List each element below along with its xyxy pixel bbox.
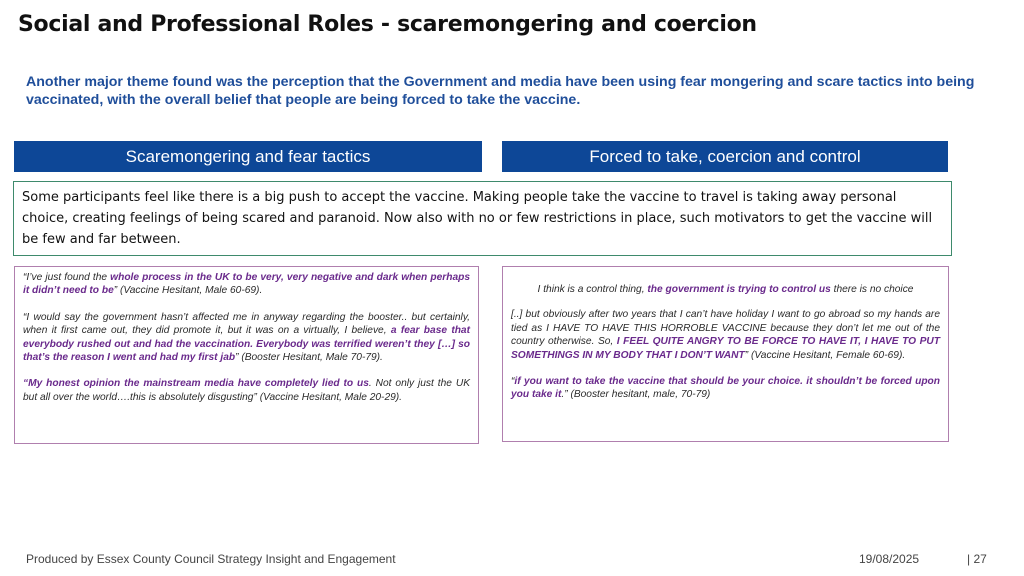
- footer-producer: Produced by Essex County Council Strategy Insight and Engagement: [26, 552, 396, 566]
- intro-text: Another major theme found was the perception that the Government and media have been using fear mongering and scare tactics into being vaccinated, with the overall belief that people are being forced to take the vaccine.: [26, 74, 975, 108]
- header-scaremongering: Scaremongering and fear tactics: [14, 141, 482, 172]
- quote-left-1: “I’ve just found the whole process in the UK to be very, very negative and dark when perhaps it didn’t need to be” (Vaccine Hesitant, Male 60-69).: [23, 272, 471, 297]
- quote-right-1: I think is a control thing, the government is trying to control us there is no choice: [537, 284, 914, 295]
- quote-left-3: “My honest opinion the mainstream media have completely lied to us. Not only just the UK but all over the world….this is absolutely disgusting” (Vaccine Hesitant, Male 20-29).: [23, 378, 470, 403]
- summary-box: Some participants feel like there is a big push to accept the vaccine. Making people take the vaccine to travel is taking away personal choice, creating feelings of being scared and paranoid. Now also with no or few restrictions in place, such motivators to get the vaccine will be few and far between.: [13, 181, 952, 256]
- header-coercion: Forced to take, coercion and control: [502, 141, 948, 172]
- quote-left-2: “I would say the government hasn’t affected me in anyway regarding the booster.. but certainly, when it first came out, they did promote it, but it was on a virtually, I believe, a fear base that everybody rushed out and had the vaccination. Everybody was terrified weren’t they […] so that’s the reason I went and had my first jab” (Booster Hesitant, Male 70-79).: [23, 311, 470, 364]
- quotes-right-box: [502, 266, 949, 442]
- quotes-left-box: [14, 266, 479, 444]
- quote-right-3: “if you want to take the vaccine that should be your choice. it shouldn’t be forced upon you take it.” (Booster hesitant, male, 70-79): [511, 376, 940, 401]
- page-title: Social and Professional Roles - scaremongering and coercion: [18, 12, 757, 37]
- footer-date: 19/08/2025: [859, 552, 920, 566]
- page-number: | 27: [967, 552, 987, 566]
- quote-right-2: [..] but obviously after two years that I can’t have holiday I want to go abroad so my hands are tied as I HAVE TO HAVE THIS HORROBLE VACCINE because they don’t let me out of the country otherwise. So, I FEEL QUITE ANGRY TO BE FORCE TO HAVE IT, I HAVE TO PUT SOMETHINGS IN MY BODY THAT I DON’T WANT” (Vaccine Hesitant, Female 60-69).: [511, 309, 940, 361]
